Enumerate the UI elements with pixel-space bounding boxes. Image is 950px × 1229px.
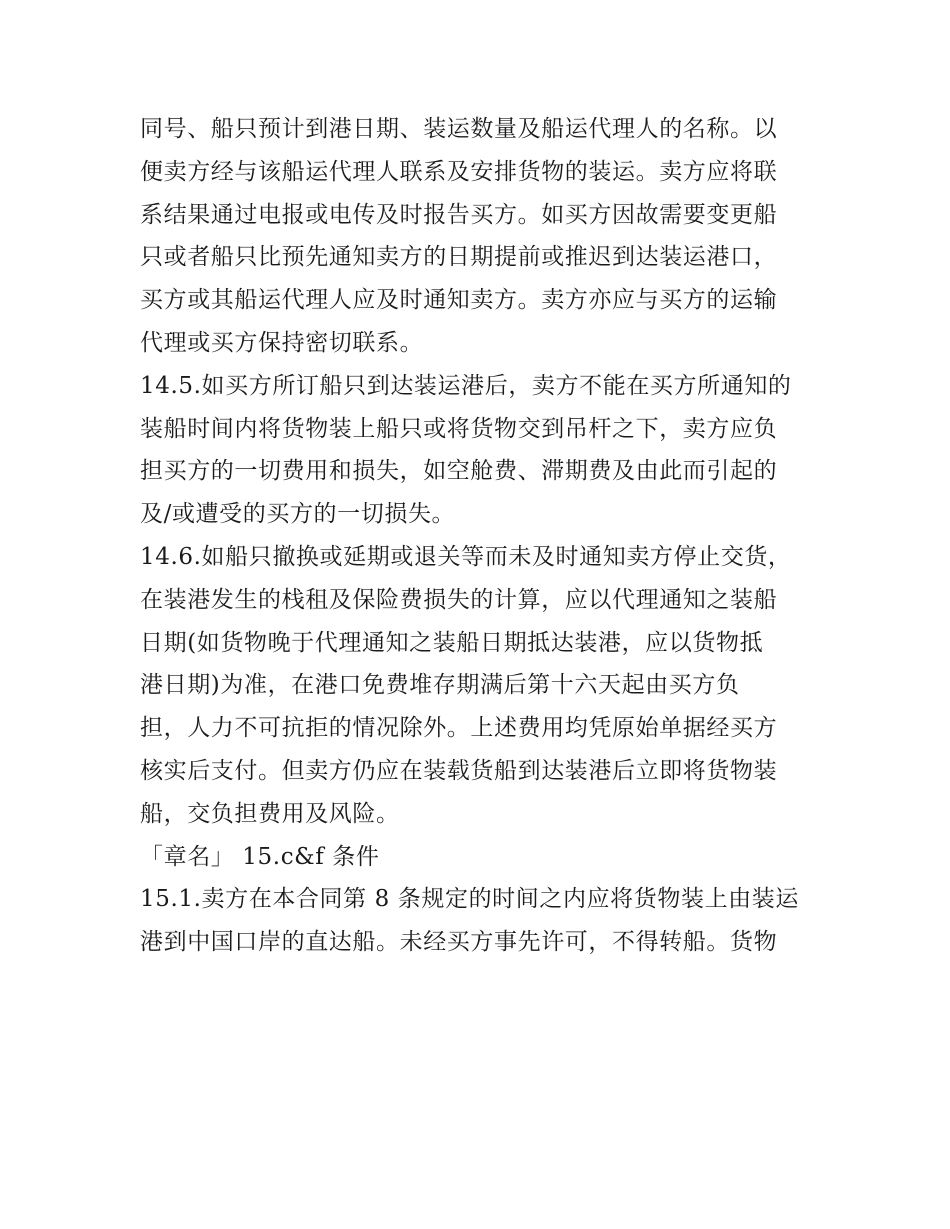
clause-14-6-line: 14.6.如船只撤换或延期或退关等而未及时通知卖方停止交货， — [140, 543, 792, 570]
document-body — [140, 108, 830, 964]
text-line: 买方或其船运代理人应及时通知卖方。卖方亦应与买方的运输 — [140, 287, 778, 314]
text-line: 港日期)为准，在港口免费堆存期满后第十六天起由买方负 — [140, 672, 740, 699]
text-line: 同号、船只预计到港日期、装运数量及船运代理人的名称。以 — [140, 116, 778, 142]
text-line: 日期(如货物晚于代理通知之装船日期抵达装港，应以货物抵 — [140, 629, 764, 656]
text-line: 系结果通过电报或电传及时报告买方。如买方因故需要变更船 — [140, 201, 778, 228]
text-line: 担，人力不可抗拒的情况除外。上述费用均凭原始单据经买方 — [140, 715, 778, 742]
text-line: 船，交负担费用及风险。 — [140, 800, 400, 827]
text-line: 只或者船只比预先通知卖方的日期提前或推迟到达装运港口， — [140, 244, 778, 271]
text-line: 担买方的一切费用和损失，如空舱费、滞期费及由此而引起的 — [140, 458, 778, 485]
text-line: 及/或遭受的买方的一切损失。 — [140, 501, 456, 528]
text-line: 港到中国口岸的直达船。未经买方事先许可，不得转船。货物 — [140, 929, 778, 956]
clause-15-1-line: 15.1.卖方在本合同第 8 条规定的时间之内应将货物装上由装运 — [140, 886, 799, 913]
text-line: 在装港发生的栈租及保险费损失的计算，应以代理通知之装船 — [140, 586, 778, 613]
text-line: 代理或买方保持密切联系。 — [140, 329, 424, 356]
text-line: 装船时间内将货物装上船只或将货物交到吊杆之下，卖方应负 — [140, 415, 778, 442]
text-line: 便卖方经与该船运代理人联系及安排货物的装运。卖方应将联 — [140, 158, 778, 185]
text-line: 核实后支付。但卖方仍应在装载货船到达装港后立即将货物装 — [140, 757, 778, 784]
chapter-heading: 「章名」 15.c&f 条件 — [140, 843, 380, 870]
clause-14-5-line: 14.5.如买方所订船只到达装运港后，卖方不能在买方所通知的 — [140, 372, 792, 399]
